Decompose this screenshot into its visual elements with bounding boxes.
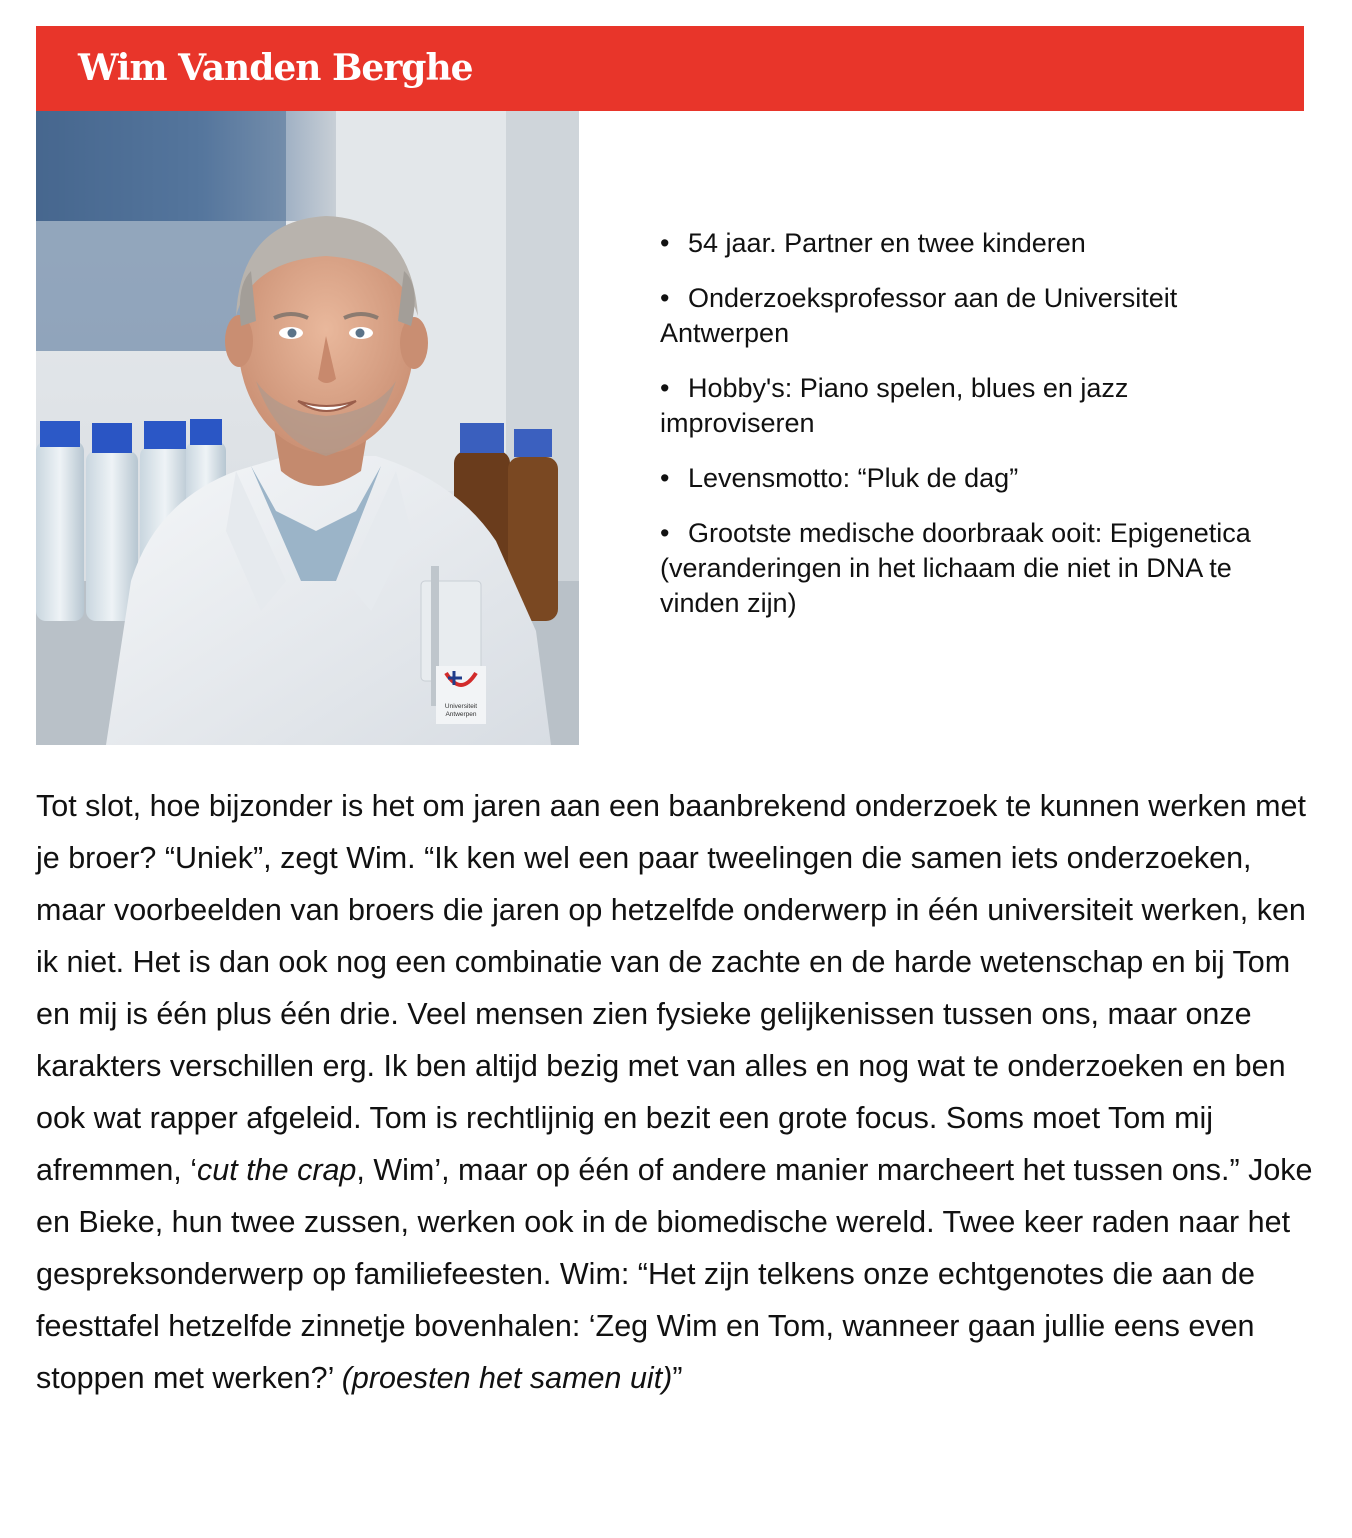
fact-text: Onderzoeksprofessor aan de Universiteit Antwerpen	[660, 283, 1178, 348]
article-paragraph	[36, 780, 1326, 1404]
header-bar	[36, 26, 1304, 111]
bullet-icon: •	[660, 463, 670, 493]
badge-line1: Universiteit	[444, 703, 478, 710]
portrait-photo	[36, 111, 579, 745]
bullet-icon: •	[660, 373, 670, 403]
bullet-icon: •	[660, 518, 670, 548]
facts-list	[660, 226, 1280, 641]
list-item	[660, 461, 1280, 496]
article-text-1: Tot slot, hoe bijzonder is het om jaren aan een baanbrekend onderzoek te kunnen werken met je broer? “Uniek”, zegt Wim. “Ik ken wel een paar tweelingen die samen iets onderzoeken, maar voorbeelden van broers die jaren op hetzelfde onderwerp in één universiteit werken, ken ik niet. Het is dan ook nog een combinatie van de zachte en de harde wetenschap en bij Tom en mij is één plus één drie. Veel mensen zien fysieke gelijkenissen tussen ons, maar onze karakters verschillen erg. Ik ben altijd bezig met van alles en nog wat te onderzoeken en ben ook wat rapper afgeleid. Tom is rechtlijnig en bezit een grote focus. Soms moet Tom mij afremmen, ‘	[36, 789, 1306, 1187]
fact-text: Levensmotto: “Pluk de dag”	[688, 463, 1019, 493]
article-italic-2: (proesten het samen uit)	[341, 1361, 673, 1395]
list-item	[660, 226, 1280, 261]
fact-text: Hobby's: Piano spelen, blues en jazz improviseren	[660, 373, 1129, 438]
fact-text: 54 jaar. Partner en twee kinderen	[688, 228, 1086, 258]
list-item	[660, 281, 1280, 351]
page-title: Wim Vanden Berghe	[78, 47, 473, 89]
list-item	[660, 516, 1280, 621]
badge-line2: Antwerpen	[445, 711, 477, 718]
fact-text: Grootste medische doorbraak ooit: Epigenetica (veranderingen in het lichaam die niet in DNA te vinden zijn)	[660, 518, 1251, 618]
bullet-icon: •	[660, 283, 670, 313]
article-italic-1: cut the crap	[197, 1153, 357, 1187]
university-logo-icon	[436, 666, 486, 724]
bullet-icon: •	[660, 228, 670, 258]
article-text-2: , Wim’, maar op één of andere manier marcheert het tussen ons.” Joke en Bieke, hun twee zussen, werken ook in de biomedische wereld. Twee keer raden naar het gespreksonderwerp op familiefeesten. Wim: “Het zijn telkens onze echtgenotes die aan de feesttafel hetzelfde zinnetje bovenhalen: ‘Zeg Wim en Tom, wanneer gaan jullie eens even stoppen met werken?’	[36, 1153, 1313, 1395]
list-item	[660, 371, 1280, 441]
article-text-3: ”	[672, 1361, 683, 1395]
